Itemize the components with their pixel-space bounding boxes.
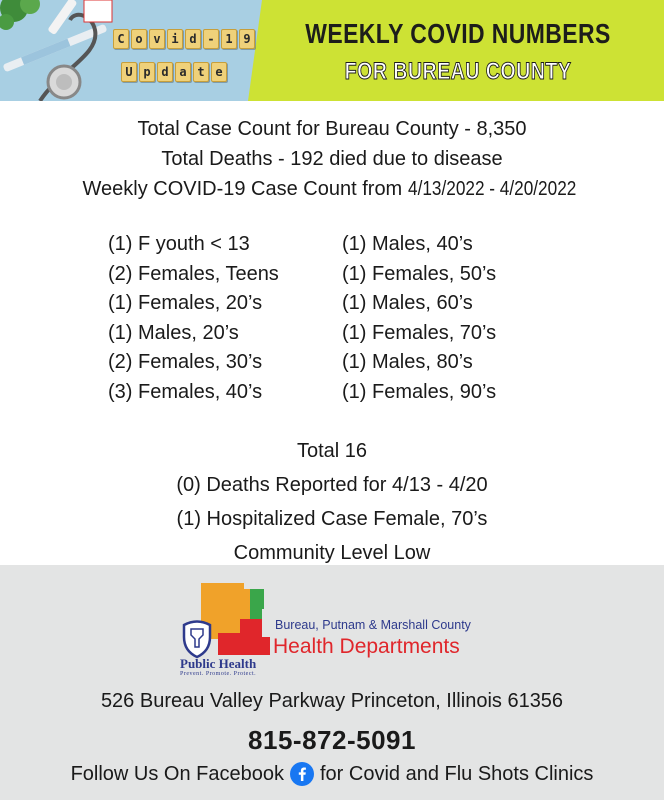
header-title: WEEKLY COVID NUMBERS (305, 18, 611, 49)
case-item: (3) Females, 40’s (108, 380, 263, 403)
case-item: (2) Females, Teens (108, 262, 279, 285)
weekly-date-range: 4/13/2022 - 4/20/2022 (407, 178, 577, 200)
case-item: (1) Males, 20’s (108, 321, 239, 344)
case-list-left (108, 230, 279, 407)
phone-number: 815-872-5091 (248, 725, 416, 755)
follow-text-after: for Covid and Flu Shots Clinics (319, 762, 594, 785)
letter-tile: e (211, 62, 227, 82)
case-item: (1) Females, 90’s (342, 380, 497, 403)
deaths-reported: (0) Deaths Reported for 4/13 - 4/20 (176, 474, 488, 496)
letter-tile: d (185, 29, 201, 49)
letter-tile: v (149, 29, 165, 49)
covid19-tiles (113, 29, 255, 49)
letter-tile: 9 (239, 29, 255, 49)
footer (0, 565, 664, 800)
total-deaths: Total Deaths - 192 died due to disease (161, 148, 503, 170)
summary-section (0, 114, 664, 204)
letter-tile: C (113, 29, 129, 49)
case-item: (2) Females, 30’s (108, 351, 263, 373)
total-count: Total 16 (296, 440, 368, 462)
case-item: (1) Males, 60’s (342, 292, 473, 314)
case-item: (1) Females, 70’s (342, 321, 497, 344)
total-case-count: Total Case Count for Bureau County - 8,350 (137, 118, 527, 140)
hospitalized-case: (1) Hospitalized Case Female, 70’s (176, 508, 488, 530)
letter-tile: d (157, 62, 173, 82)
medical-photo-illustration (0, 0, 262, 101)
letter-tile: U (121, 62, 137, 82)
address: 526 Bureau Valley Parkway Princeton, Illinois 61356 (100, 690, 564, 712)
case-item: (1) Males, 40’s (342, 233, 473, 255)
org-name-large: Health Departments (273, 635, 460, 658)
public-health-wordmark: Public Health (180, 656, 257, 671)
follow-text-before: Follow Us On Facebook (70, 762, 284, 785)
weekly-case-label: Weekly COVID-19 Case Count from (82, 178, 408, 200)
header-subtitle: FOR BUREAU COUNTY (344, 58, 572, 85)
weekly-case-count (0, 174, 664, 204)
letter-tile: - (203, 29, 219, 49)
letter-tile: i (167, 29, 183, 49)
header-banner (0, 0, 664, 101)
letter-tile: a (175, 62, 191, 82)
letter-tile: p (139, 62, 155, 82)
public-health-tagline: Prevent. Promote. Protect. (180, 671, 257, 677)
case-item: (1) F youth < 13 (108, 233, 250, 255)
follow-line (0, 762, 664, 786)
case-item: (1) Males, 80’s (342, 351, 473, 373)
case-list-right (342, 230, 496, 407)
update-tiles (121, 62, 227, 82)
org-name-small: Bureau, Putnam & Marshall County (275, 618, 471, 632)
case-item: (1) Females, 20’s (108, 292, 263, 314)
totals-section (0, 434, 664, 570)
facebook-icon (290, 762, 314, 786)
case-item: (1) Females, 50’s (342, 262, 497, 285)
letter-tile: 1 (221, 29, 237, 49)
letter-tile: o (131, 29, 147, 49)
letter-tile: t (193, 62, 209, 82)
community-level: Community Level Low (233, 542, 431, 564)
